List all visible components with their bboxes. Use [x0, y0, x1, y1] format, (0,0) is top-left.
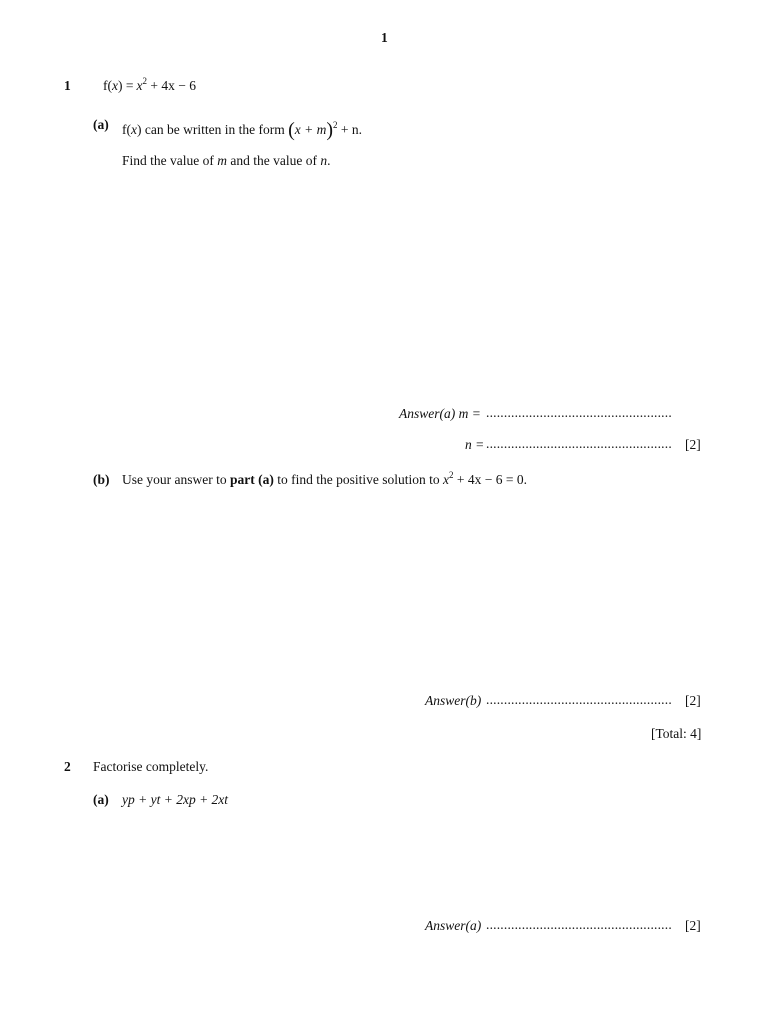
- q1a-answer-n-field[interactable]: ....................................................: [486, 436, 672, 451]
- q1b-answer-label: Answer(b): [425, 693, 482, 708]
- question-2-number: 2: [64, 759, 71, 774]
- q1a-marks: [2]: [685, 437, 701, 452]
- q1-function-definition: $f(x) = x^2 + 4x - 6$: [103, 76, 196, 93]
- q1a-answer-m-label: Answer(a) m =: [399, 406, 481, 421]
- q2a-marks: [2]: [685, 918, 701, 933]
- q2-part-a-label: (a): [93, 792, 109, 807]
- q1b-statement: Use your answer to part (a) to find the positive solution to $x^2 + 4x - 6 = 0$.: [122, 470, 527, 487]
- q2a-answer-field[interactable]: ....................................................: [486, 917, 672, 932]
- page-number: 1: [381, 30, 388, 45]
- q1a-statement: f(x) can be written in the form $(x + m)^2 + n$.: [122, 119, 363, 141]
- q1-part-a-label: (a): [93, 117, 109, 132]
- q1b-marks: [2]: [685, 693, 701, 708]
- q1-total-marks: [Total: 4]: [651, 726, 702, 741]
- q2-stem: Factorise completely.: [93, 759, 209, 774]
- question-1-number: 1: [64, 78, 71, 93]
- q1a-answer-m-field[interactable]: ....................................................: [486, 405, 672, 420]
- q2a-expression: yp + yt + 2xp + 2xt: [122, 792, 229, 807]
- q2a-answer-label: Answer(a): [425, 918, 482, 933]
- q1a-instruction: Find the value of m and the value of n.: [122, 153, 331, 168]
- q1a-answer-n-label: n =: [465, 437, 485, 452]
- q1b-answer-field[interactable]: ....................................................: [486, 692, 672, 707]
- q1-part-b-label: (b): [93, 472, 110, 487]
